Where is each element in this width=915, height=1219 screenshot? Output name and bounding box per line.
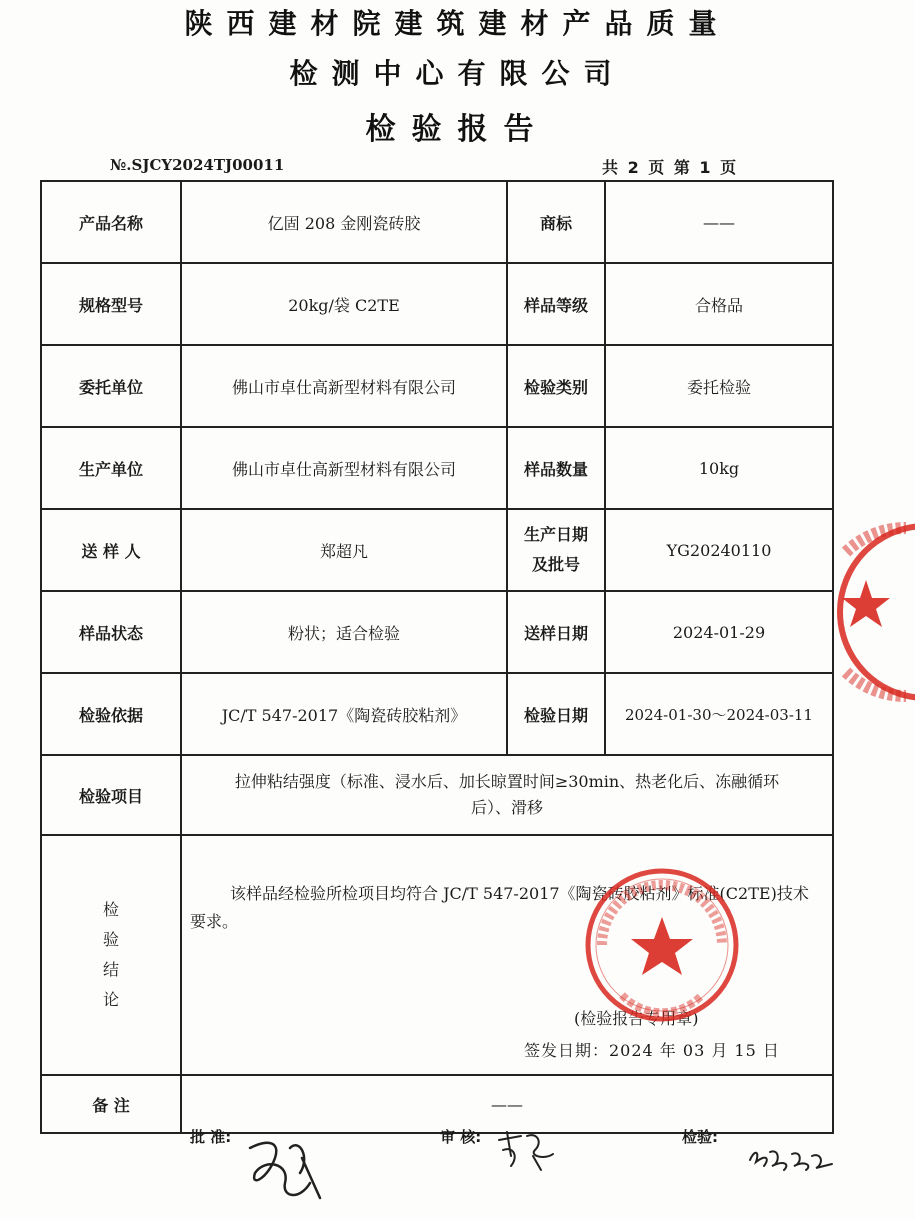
items-label: 检验项目 — [41, 755, 181, 835]
batch-label-line1: 生产日期 — [523, 525, 588, 544]
test-date-value: 2024-01-30～2024-03-11 — [605, 673, 833, 755]
row-remarks — [41, 1075, 833, 1133]
items-value — [181, 755, 833, 835]
client-label: 委托单位 — [41, 345, 181, 427]
send-date-label: 送样日期 — [507, 591, 605, 673]
page-info: 共 2 页 第 1 页 — [602, 158, 739, 177]
manufacturer-value: 佛山市卓仕高新型材料有限公司 — [181, 427, 507, 509]
row-items — [41, 755, 833, 835]
trademark-value: —— — [605, 181, 833, 263]
batch-value: YG20240110 — [605, 509, 833, 591]
seal-label: (检验报告专用章) — [574, 1009, 699, 1028]
items-line2: 后）、滑移 — [470, 798, 543, 817]
review-signature-icon — [493, 1126, 563, 1176]
spec-label: 规格型号 — [41, 263, 181, 345]
batch-label — [507, 509, 605, 591]
manufacturer-label: 生产单位 — [41, 427, 181, 509]
conclusion-label-char: 检 — [102, 900, 119, 919]
product-name-value: 亿固 208 金刚瓷砖胶 — [181, 181, 507, 263]
trademark-label: 商标 — [507, 181, 605, 263]
state-label: 样品状态 — [41, 591, 181, 673]
grade-value: 合格品 — [605, 263, 833, 345]
approve-signature-icon — [240, 1128, 330, 1208]
review-label: 审 核: — [440, 1128, 482, 1146]
basis-value: JC/T 547-2017《陶瓷砖胶粘剂》 — [181, 673, 507, 755]
product-name-label: 产品名称 — [41, 181, 181, 263]
row-product-name — [41, 181, 833, 263]
inspect-signature-icon — [740, 1130, 840, 1180]
batch-label-line2: 及批号 — [531, 555, 580, 574]
items-line1: 拉伸粘结强度（标准、浸水后、加长晾置时间≥30min、热老化后、冻融循环 — [234, 772, 780, 791]
report-title-line2: 检测中心有限公司 — [289, 57, 626, 90]
test-type-label: 检验类别 — [507, 345, 605, 427]
row-spec — [41, 263, 833, 345]
conclusion-label-char: 论 — [102, 990, 119, 1009]
remarks-value: —— — [181, 1075, 833, 1133]
client-value: 佛山市卓仕高新型材料有限公司 — [181, 345, 507, 427]
spec-value: 20kg/袋 C2TE — [181, 263, 507, 345]
conclusion-label-char: 验 — [102, 930, 119, 949]
basis-label: 检验依据 — [41, 673, 181, 755]
test-date-label: 检验日期 — [507, 673, 605, 755]
report-number: №.SJCY2024TJ00011 — [110, 156, 285, 174]
quantity-label: 样品数量 — [507, 427, 605, 509]
row-manufacturer — [41, 427, 833, 509]
report-title-line1: 陕西建材院建筑建材产品质量 — [184, 7, 731, 40]
partial-seal-icon — [826, 512, 915, 712]
conclusion-text: 该样品经检验所检项目均符合 JC/T 547-2017《陶瓷砖胶粘剂》标准(C2TE)技术要求。 — [190, 884, 809, 931]
send-date-value: 2024-01-29 — [605, 591, 833, 673]
row-sender — [41, 509, 833, 591]
report-title-line3: 检验报告 — [365, 112, 550, 147]
sender-value: 郑超凡 — [181, 509, 507, 591]
test-type-value: 委托检验 — [605, 345, 833, 427]
sender-label: 送 样 人 — [41, 509, 181, 591]
conclusion-label-char: 结 — [102, 960, 119, 979]
quantity-value: 10kg — [605, 427, 833, 509]
row-basis — [41, 673, 833, 755]
official-seal-icon — [582, 865, 742, 1025]
approve-label: 批 准: — [190, 1128, 232, 1146]
row-client — [41, 345, 833, 427]
state-value: 粉状；适合检验 — [181, 591, 507, 673]
remarks-label: 备 注 — [41, 1075, 181, 1133]
issue-date: 签发日期：2024 年 03 月 15 日 — [524, 1041, 780, 1060]
conclusion-label — [41, 835, 181, 1075]
inspect-label: 检验: — [682, 1128, 718, 1146]
grade-label: 样品等级 — [507, 263, 605, 345]
row-state — [41, 591, 833, 673]
